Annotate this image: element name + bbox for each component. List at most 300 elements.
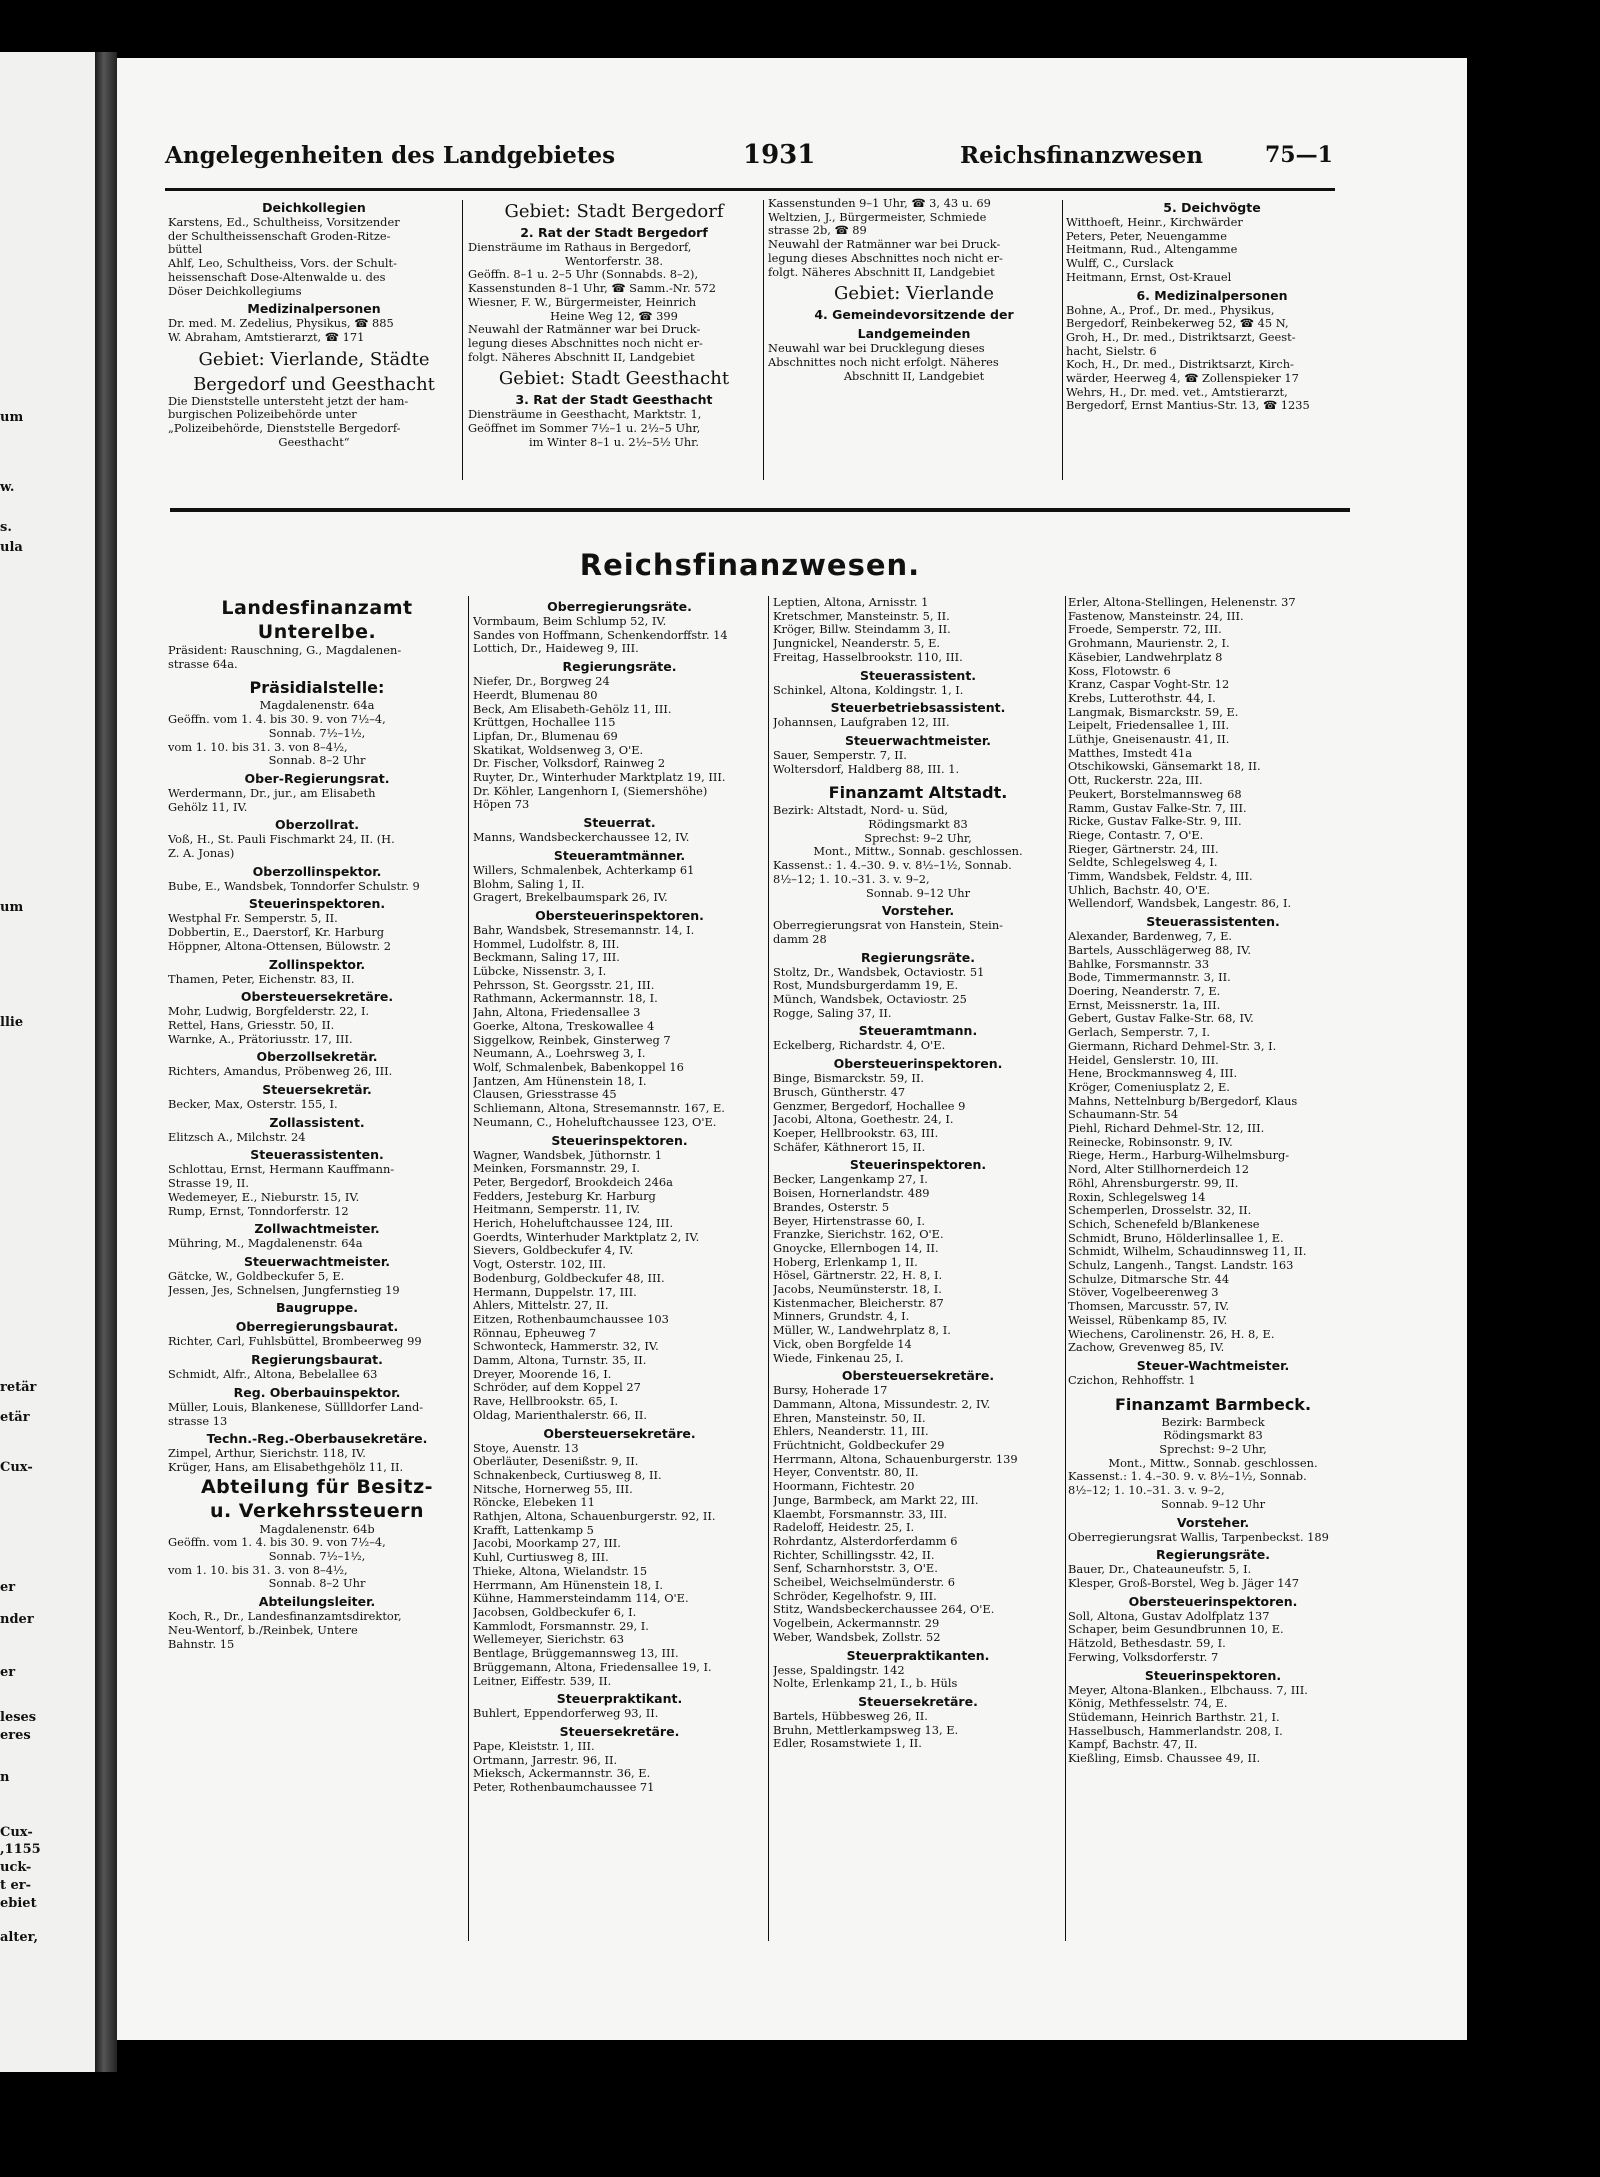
centered-line: Rödingsmarkt 83 [1163,1429,1263,1443]
entry-line: Dr. Fischer, Volksdorf, Rainweg 2 [473,757,666,771]
entry-heading: Medizinalpersonen [247,301,381,317]
entry-heading: Zollinspektor. [268,956,366,972]
entry-line: Goerke, Altona, Treskowallee 4 [473,1019,655,1033]
region-heading: Gebiet: Vierlande, Städte [198,348,430,370]
entry-line: Kretschmer, Mansteinstr. 5, II. [773,609,950,623]
entry-line: Dobbertin, E., Daerstorf, Kr. Harburg [168,926,385,940]
entry-line: Heerdt, Blumenau 80 [473,688,598,702]
entry-line: Soll, Altona, Gustav Adolfplatz 137 [1068,1609,1270,1623]
centered-line: Geesthacht“ [278,435,350,449]
entry-line: Kassenstunden 9–1 Uhr, ☎ 3, 43 u. 69 [768,197,991,210]
entry-line: Seldte, Schlegelsweg 4, I. [1068,856,1218,870]
entry-line: Kassenst.: 1. 4.–30. 9. v. 8½–1½, Sonnab. [773,859,1012,873]
top-column-4 [1066,197,1358,413]
entry-line: Roxin, Schlegelsweg 14 [1068,1190,1206,1204]
entry-line: Präsident: Rauschning, G., Magdalenen- [168,644,402,657]
entry-line: Rave, Hellbrookstr. 65, I. [473,1395,619,1409]
entry-line: Zimpel, Arthur, Sierichstr. 118, IV. [168,1447,366,1461]
main-column-2 [473,596,766,1795]
entry-line: Käsebier, Landwehrplatz 8 [1068,650,1223,664]
entry-line: Jahn, Altona, Friedensallee 3 [473,1006,641,1020]
top-column-2 [468,197,760,449]
prev-page-fragment: alter, [0,1930,39,1945]
entry-line: Weber, Wandsbek, Zollstr. 52 [773,1630,941,1644]
entry-line: Hermann, Duppelstr. 17, III. [473,1285,637,1299]
entry-line: Früchtnicht, Goldbeckufer 29 [773,1439,945,1453]
entry-line: Hommel, Ludolfstr. 8, III. [473,937,620,951]
entry-line: Strasse 19, II. [168,1177,250,1191]
centered-line: Sonnab. 7½–1½, [268,726,366,740]
column-rule [1062,200,1063,480]
entry-line: Kießling, Eimsb. Chaussee 49, II. [1068,1752,1261,1766]
entry-heading: Reg. Oberbauinspektor. [233,1384,401,1400]
entry-line: Krüttgen, Hochallee 115 [473,716,616,730]
centered-line: Sonnab. 8–2 Uhr [268,754,366,768]
entry-line: Nolte, Erlenkamp 21, I., b. Hüls [773,1677,958,1691]
entry-line: Wiechens, Carolinenstr. 26, H. 8, E. [1068,1327,1275,1341]
entry-line: Vogt, Osterstr. 102, III. [473,1258,607,1272]
entry-line: Röncke, Elebeken 11 [473,1496,595,1510]
entry-line: Schröder, auf dem Koppel 27 [473,1381,641,1395]
centered-line: Sprechst: 9–2 Uhr, [864,831,972,845]
entry-line: Radeloff, Heidestr. 25, I. [773,1521,915,1535]
prev-page-fragment: n [0,1770,10,1785]
centered-line: Abschnitt II, Landgebiet [843,369,985,383]
entry-line: Neumann, C., Hoheluftchaussee 123, O'E. [473,1115,717,1129]
entry-line: Kranz, Caspar Voght-Str. 12 [1068,678,1230,692]
entry-heading: Obersteuerinspektoren. [535,907,704,923]
header-page-number: 75—1 [1265,142,1333,168]
entry-line: Hasselbusch, Hammerlandstr. 208, I. [1068,1724,1283,1738]
entry-line: vom 1. 10. bis 31. 3. von 8–4½, [168,740,348,754]
entry-line: Bohne, A., Prof., Dr. med., Physikus, [1066,303,1275,317]
entry-heading: Techn.-Reg.-Oberbausekretäre. [206,1431,428,1447]
entry-line: Genzmer, Bergedorf, Hochallee 9 [773,1099,966,1113]
prev-page-fragment: ula [0,540,23,555]
entry-line: Dr. med. M. Zedelius, Physikus, ☎ 885 [168,317,394,331]
entry-line: Giermann, Richard Dehmel-Str. 3, I. [1068,1039,1277,1053]
entry-line: Warnke, A., Prätoriusstr. 17, III. [168,1032,353,1046]
entry-line: Wiede, Finkenau 25, I. [773,1351,904,1365]
entry-line: Junge, Barmbeck, am Markt 22, III. [773,1493,979,1507]
entry-line: Rathmann, Ackermannstr. 18, I. [473,992,658,1006]
entry-line: Nord, Alter Stillhornerdeich 12 [1068,1163,1250,1177]
entry-line: Neuwahl der Ratmänner war bei Druck- [468,323,701,337]
entry-line: strasse 2b, ☎ 89 [768,224,867,238]
entry-line: „Polizeibehörde, Dienststelle Bergedorf- [168,422,401,436]
prev-page-fragment: Cux- [0,1825,33,1840]
entry-line: Piehl, Richard Dehmel-Str. 12, III. [1068,1122,1265,1136]
entry-line: Ehren, Mansteinstr. 50, II. [773,1411,926,1425]
entry-line: Thomsen, Marcusstr. 57, IV. [1068,1300,1230,1314]
office-subtitle: Finanzamt Barmbeck. [1114,1394,1312,1414]
entry-line: Brandes, Osterstr. 5 [773,1200,890,1214]
column-rule [1065,596,1066,1941]
entry-line: Koch, H., Dr. med., Distriktsarzt, Kirch- [1066,358,1294,372]
entry-line: Wagner, Wandsbek, Jüthornstr. 1 [473,1148,663,1162]
entry-line: Freitag, Hasselbrookstr. 110, III. [773,650,963,664]
region-heading: Gebiet: Stadt Geesthacht [498,368,730,390]
entry-heading: Abteilungsleiter. [258,1594,376,1610]
entry-line: Matthes, Imstedt 41a [1068,746,1193,760]
entry-heading: Regierungsräte. [1156,1547,1270,1563]
entry-heading: Steuerpraktikant. [556,1691,683,1707]
entry-line: Meinken, Forsmannstr. 29, I. [473,1162,641,1176]
prev-page-fragment: er [0,1580,16,1595]
column-rule [462,200,463,480]
entry-heading: Regierungsräte. [861,949,975,965]
entry-line: Jantzen, Am Hünenstein 18, I. [473,1074,647,1088]
entry-heading: Obersteuerinspektoren. [1128,1593,1298,1609]
entry-line: Dammann, Altona, Missundestr. 2, IV. [773,1397,991,1411]
entry-line: Bartels, Hübbesweg 26, II. [773,1710,928,1723]
entry-line: Peters, Peter, Neuengamme [1066,229,1227,243]
entry-line: Weissel, Rübenkamp 85, IV. [1068,1313,1228,1327]
entry-heading: Steuersekretär. [262,1082,372,1098]
entry-line: Woltersdorf, Haldberg 88, III. 1. [773,762,960,776]
entry-line: Müller, Louis, Blankenese, Süllldorfer Land- [168,1400,424,1414]
entry-line: Stoltz, Dr., Wandsbek, Octaviostr. 51 [773,965,985,979]
region-heading: Gebiet: Stadt Bergedorf [504,201,724,222]
entry-line: Eitzen, Rothenbaumchaussee 103 [473,1312,669,1326]
entry-line: Ott, Ruckerstr. 22a, III. [1068,774,1203,788]
book-spine [95,52,117,2072]
entry-line: Bube, E., Wandsbek, Tonndorfer Schulstr. 9 [168,879,420,893]
running-head [165,142,1335,182]
entry-line: Mohr, Ludwig, Borgfelderstr. 22, I. [168,1005,370,1019]
entry-heading: Oberregierungsräte. [547,599,692,614]
entry-line: W. Abraham, Amtstierarzt, ☎ 171 [168,330,365,344]
entry-line: Jacobs, Neumünsterstr. 18, I. [773,1283,942,1297]
entry-line: Krafft, Lattenkamp 5 [473,1523,594,1537]
centered-line: Sonnab. 9–12 Uhr [1160,1497,1266,1511]
centered-line: Sonnab. 7½–1½, [268,1550,366,1564]
entry-line: Hätzold, Bethesdastr. 59, I. [1068,1637,1226,1651]
entry-line: Die Dienststelle untersteht jetzt der ham- [168,394,409,408]
centered-line: im Winter 8–1 u. 2½–5½ Uhr. [529,435,699,449]
entry-line: Wehrs, H., Dr. med. vet., Amtstierarzt, [1066,385,1288,399]
office-subtitle: Finanzamt Altstadt. [828,783,1008,803]
entry-line: Höppner, Altona-Ottensen, Bülowstr. 2 [168,939,391,953]
centered-line: Mont., Mittw., Sonnab. geschlossen. [813,845,1023,859]
entry-line: legung dieses Abschnittes noch nicht er- [768,251,1003,265]
entry-line: Peter, Bergedorf, Brookdeich 246a [473,1175,673,1189]
entry-line: Damm, Altona, Turnstr. 35, II. [473,1354,647,1368]
entry-line: Geöffn. vom 1. 4. bis 30. 9. von 7½–4, [168,713,386,727]
entry-line: Bursy, Hoherade 17 [773,1384,888,1398]
entry-line: Gehölz 11, IV. [168,800,248,814]
entry-line: Schich, Schenefeld b/Blankenese [1068,1217,1260,1231]
entry-line: Sandes von Hoffmann, Schenkendorffstr. 14 [473,628,728,642]
office-subtitle: Präsidialstelle: [249,678,385,698]
entry-heading: Steuerassistenten. [250,1147,384,1163]
entry-line: Senf, Scharnhorststr. 3, O'E. [773,1562,938,1576]
entry-line: Ferwing, Volksdorferstr. 7 [1068,1650,1219,1664]
entry-line: Jungnickel, Neanderstr. 5, E. [773,637,941,651]
entry-line: Ricke, Gustav Falke-Str. 9, III. [1068,815,1242,829]
entry-line: Wulff, C., Curslack [1066,257,1174,271]
entry-heading: Obersteuerinspektoren. [833,1056,1003,1072]
prev-page-fragment: um [0,900,24,915]
entry-heading: Oberzollrat. [275,817,359,833]
entry-line: Wolf, Schmalenbek, Babenkoppel 16 [473,1060,684,1074]
entry-line: Kammlodt, Forsmannstr. 29, I. [473,1619,649,1633]
prev-page-fragment: um [0,410,24,425]
entry-line: Ahlf, Leo, Schultheiss, Vors. der Schult- [168,257,397,271]
entry-line: Schäfer, Käthnerort 15, II. [773,1140,926,1154]
entry-line: Wellendorf, Wandsbek, Langestr. 86, I. [1068,897,1292,911]
entry-line: Kistenmacher, Bleicherstr. 87 [773,1296,944,1310]
prev-page-fragment: leses [0,1710,37,1725]
entry-line: Czichon, Rehhoffstr. 1 [1068,1373,1196,1387]
entry-line: Heitmann, Semperstr. 11, IV. [473,1203,641,1217]
entry-line: Richters, Amandus, Pröbenweg 26, III. [168,1065,393,1079]
entry-line: 8½–12; 1. 10.–31. 3. v. 9–2, [1068,1484,1225,1498]
entry-line: Geöffn. vom 1. 4. bis 30. 9. von 7½–4, [168,1536,386,1550]
entry-line: Herrmann, Altona, Schauenburgerstr. 139 [773,1452,1018,1466]
entry-line: Schnakenbeck, Curtiusweg 8, II. [473,1468,662,1482]
entry-line: Neuwahl war bei Drucklegung dieses [768,342,985,356]
entry-line: Skatikat, Woldsenweg 3, O'E. [473,743,644,757]
entry-line: Geöffn. 8–1 u. 2–5 Uhr (Sonnabds. 8–2), [468,268,699,282]
entry-line: Ruyter, Dr., Winterhuder Marktplatz 19, III. [473,771,726,785]
entry-line: Fastenow, Mansteinstr. 24, III. [1068,609,1244,623]
prev-page-fragment: eres [0,1728,31,1743]
section-divider [170,508,1350,512]
entry-heading: 2. Rat der Stadt Bergedorf [520,225,708,240]
scan-border [117,2040,1600,2150]
entry-line: damm 28 [773,932,827,946]
entry-heading: Landgemeinden [857,326,971,342]
entry-line: burgischen Polizeibehörde unter [168,408,357,422]
entry-line: Bode, Timmermannstr. 3, II. [1068,971,1231,985]
entry-line: Geöffnet im Sommer 7½–1 u. 2½–5 Uhr, [468,422,701,436]
entry-line: Münch, Wandsbek, Octaviostr. 25 [773,993,967,1007]
entry-heading: Steuerassistenten. [1146,914,1280,930]
entry-line: Koeper, Hellbrookstr. 63, III. [773,1126,939,1140]
entry-line: Ernst, Meissnerstr. 1a, III. [1068,998,1221,1012]
entry-line: Koch, R., Dr., Landesfinanzamtsdirektor, [168,1610,402,1624]
centered-line: Sonnab. 9–12 Uhr [865,886,971,900]
entry-line: Rathjen, Altona, Schauenburgerstr. 92, II. [473,1510,716,1524]
entry-line: der Schultheissenschaft Groden-Ritze- [168,229,391,243]
entry-line: Rettel, Hans, Griesstr. 50, II. [168,1018,335,1032]
entry-line: Klesper, Groß-Borstel, Weg b. Jäger 147 [1068,1577,1299,1590]
entry-line: Mühring, M., Magdalenenstr. 64a [168,1237,363,1251]
entry-line: Kassenstunden 8–1 Uhr, ☎ Samm.-Nr. 572 [468,282,716,296]
entry-line: Riege, Contastr. 7, O'E. [1068,828,1204,842]
entry-line: Stöver, Vogelbeerenweg 3 [1068,1286,1219,1300]
entry-line: Bahnstr. 15 [168,1637,235,1651]
prev-page-fragment: t er- [0,1878,32,1893]
entry-heading: Ober-Regierungsrat. [244,770,390,786]
entry-line: König, Methfesselstr. 74, E. [1068,1697,1228,1711]
entry-line: Eckelberg, Richardstr. 4, O'E. [773,1039,946,1053]
entry-line: Siggelkow, Reinbek, Ginsterweg 7 [473,1033,671,1047]
entry-line: Vormbaum, Beim Schlump 52, IV. [473,615,667,628]
entry-line: Wiesner, F. W., Bürgermeister, Heinrich [468,295,697,309]
entry-line: Abschnittes noch nicht erfolgt. Näheres [768,355,999,369]
entry-line: Hoberg, Erlenkamp 1, II. [773,1255,918,1269]
entry-line: Schulze, Ditmarsche Str. 44 [1068,1272,1230,1286]
prev-page-fragment: ebiet [0,1896,37,1911]
entry-line: Peukert, Borstelmannsweg 68 [1068,787,1242,801]
entry-line: Ramm, Gustav Falke-Str. 7, III. [1068,801,1247,815]
entry-line: Rogge, Saling 37, II. [773,1006,892,1020]
entry-heading: Oberzollinspektor. [252,863,382,879]
entry-line: Krüger, Hans, am Elisabethgehölz 11, II. [168,1460,404,1474]
entry-heading: 4. Gemeindevorsitzende der [814,307,1014,323]
entry-line: Oldag, Marienthalerstr. 66, II. [473,1408,647,1422]
office-title: Unterelbe. [257,621,377,643]
entry-line: Schmidt, Bruno, Hölderlinsallee 1, E. [1068,1231,1284,1245]
header-rule [165,188,1335,191]
entry-line: Franzke, Sierichstr. 162, O'E. [773,1228,944,1242]
entry-line: Meyer, Altona-Blanken., Elbchauss. 7, III. [1068,1683,1308,1697]
entry-line: Leipelt, Friedensallee 1, III. [1068,719,1230,733]
entry-heading: Steuerpraktikanten. [846,1647,990,1663]
entry-line: Wedemeyer, E., Nieburstr. 15, IV. [168,1190,360,1204]
entry-line: Rohrdantz, Alsterdorferdamm 6 [773,1534,958,1548]
centered-line: Sprechst: 9–2 Uhr, [1159,1443,1267,1457]
entry-heading: Oberzollsekretär. [256,1049,378,1065]
entry-line: Bodenburg, Goldbeckufer 48, III. [473,1271,665,1285]
entry-line: Kröger, Comeniusplatz 2, E. [1068,1080,1230,1094]
entry-heading: Steuerbetriebsassistent. [830,700,1006,716]
entry-line: Kühne, Hammersteindamm 114, O'E. [473,1592,689,1606]
entry-line: Neuwahl der Ratmänner war bei Druck- [768,238,1001,252]
entry-line: Bergedorf, Ernst Mantius-Str. 13, ☎ 1235 [1066,399,1310,413]
entry-line: Zachow, Grevenweg 85, IV. [1068,1341,1225,1355]
entry-heading: Steuerwachtmeister. [243,1253,391,1269]
entry-line: Becker, Max, Osterstr. 155, I. [168,1098,338,1112]
entry-line: büttel [168,243,203,257]
entry-line: Elitzsch A., Milchstr. 24 [168,1130,306,1144]
entry-line: Rönnau, Epheuweg 7 [473,1326,597,1340]
entry-heading: Zollwachtmeister. [254,1221,380,1237]
entry-line: Stitz, Wandsbeckerchaussee 264, O'E. [773,1603,995,1617]
entry-line: Pape, Kleiststr. 1, III. [473,1739,595,1753]
entry-line: Blohm, Saling 1, II. [473,877,585,891]
entry-line: Schliemann, Altona, Stresemannstr. 167, E. [473,1102,725,1116]
entry-heading: Zollassistent. [269,1114,365,1130]
entry-line: Heitmann, Ernst, Ost-Krauel [1066,270,1232,284]
entry-line: Kampf, Bachstr. 47, II. [1068,1738,1198,1752]
entry-line: Heitmann, Rud., Altengamme [1066,243,1238,257]
entry-line: Ortmann, Jarrestr. 96, II. [473,1753,618,1767]
entry-line: Diensträume in Geesthacht, Marktstr. 1, [468,408,702,422]
entry-heading: Deichkollegien [262,200,366,215]
entry-line: Döser Deichkollegiums [168,284,302,298]
entry-line: Oberregierungsrat Wallis, Tarpenbeckst. 189 [1068,1530,1329,1544]
office-title: Landesfinanzamt [221,597,413,619]
main-column-4 [1068,596,1358,1766]
entry-line: Höpen 73 [473,798,530,812]
entry-line: Witthoeft, Heinr., Kirchwärder [1066,216,1243,229]
entry-line: Sauer, Semperstr. 7, II. [773,748,907,762]
centered-line: Bezirk: Barmbeck [1161,1415,1265,1429]
region-heading: Gebiet: Vierlande [834,283,994,305]
entry-line: Thieke, Altona, Wielandstr. 15 [473,1564,648,1578]
entry-heading: Regierungsbaurat. [251,1352,383,1368]
entry-line: Herrmann, Am Hünenstein 18, I. [473,1578,664,1592]
entry-line: legung dieses Abschnittes noch nicht er- [468,336,703,350]
entry-line: Weltzien, J., Bürgermeister, Schmiede [768,210,987,224]
entry-heading: Vorsteher. [881,903,955,919]
entry-heading: 3. Rat der Stadt Geesthacht [515,392,713,408]
entry-heading: Steuerinspektoren. [248,896,386,912]
entry-line: Richter, Carl, Fuhlsbüttel, Brombeerweg 99 [168,1335,422,1349]
entry-heading: 6. Medizinalpersonen [1136,287,1288,303]
entry-line: Manns, Wandsbeckerchaussee 12, IV. [473,831,690,845]
entry-line: Leitner, Eiffestr. 539, II. [473,1674,612,1688]
centered-line: Heine Weg 12, ☎ 399 [550,309,678,323]
entry-line: Heyer, Conventstr. 80, II. [773,1466,919,1480]
entry-line: Beyer, Hirtenstrasse 60, I. [773,1214,925,1228]
entry-line: Bauer, Dr., Chateauneufstr. 5, I. [1068,1563,1252,1577]
prev-page-fragment: s. [0,520,12,535]
entry-line: Jesse, Spaldingstr. 142 [773,1663,905,1677]
entry-line: Klaembt, Forsmannstr. 33, III. [773,1507,948,1521]
entry-line: Nitsche, Hornerweg 55, III. [473,1482,633,1496]
entry-line: Beckmann, Saling 17, III. [473,951,620,965]
entry-heading: Obersteuersekretäre. [841,1368,995,1384]
entry-line: Neumann, A., Loehrsweg 3, I. [473,1047,646,1061]
entry-line: Westphal Fr. Semperstr. 5, II. [168,912,338,926]
entry-line: Jacobi, Moorkamp 27, III. [473,1537,621,1551]
prev-page-fragment: llie [0,1015,24,1030]
entry-line: Bergedorf, Reinbekerweg 52, ☎ 45 N, [1066,317,1289,331]
entry-line: Sievers, Goldbeckufer 4, IV. [473,1244,634,1258]
entry-line: Bruhn, Mettlerkampsweg 13, E. [773,1723,959,1737]
entry-line: Brüggemann, Altona, Friedensallee 19, I. [473,1660,712,1674]
centered-line: Mont., Mittw., Sonnab. geschlossen. [1108,1456,1318,1470]
entry-heading: Steuersekretäre. [559,1723,680,1739]
entry-line: Uhlich, Bachstr. 40, O'E. [1068,883,1211,897]
prev-page-fragment: nder [0,1612,34,1627]
entry-line: Thamen, Peter, Eichenstr. 83, II. [168,972,355,986]
entry-line: strasse 64a. [168,657,238,671]
entry-heading: Steueramtmann. [858,1023,978,1039]
entry-heading: Steueramtmänner. [553,847,686,863]
entry-line: Minners, Grundstr. 4, I. [773,1310,910,1324]
entry-line: Timm, Wandsbek, Feldstr. 4, III. [1068,870,1253,884]
entry-line: Pehrsson, St. Georgsstr. 21, III. [473,978,655,992]
entry-line: Vogelbein, Ackermannstr. 29 [773,1617,940,1631]
entry-line: Oberregierungsrat von Hanstein, Stein- [773,919,1004,933]
entry-line: Schwonteck, Hammerstr. 32, IV. [473,1340,659,1354]
entry-line: Richter, Schillingsstr. 42, II. [773,1548,935,1562]
entry-line: Alexander, Bardenweg, 7, E. [1068,930,1233,944]
entry-line: heissenschaft Dose-Altenwalde u. des [168,270,386,284]
entry-line: Rost, Mundsburgerdamm 19, E. [773,979,959,993]
entry-line: strasse 13 [168,1414,228,1428]
prev-page-fragment: retär [0,1380,37,1395]
entry-heading: Steuersekretäre. [858,1694,978,1709]
entry-line: Gragert, Brekelbaumspark 26, IV. [473,891,668,905]
entry-line: Erler, Altona-Stellingen, Helenenstr. 37 [1068,596,1296,609]
entry-line: wärder, Heerweg 4, ☎ Zollenspieker 17 [1066,372,1299,386]
entry-line: Ahlers, Mittelstr. 27, II. [473,1299,609,1313]
entry-line: Binge, Bismarckstr. 59, II. [773,1072,925,1086]
entry-line: Bezirk: Altstadt, Nord- u. Süd, [773,804,948,818]
prev-page-fragment: w. [0,480,15,495]
entry-heading: Obersteuersekretäre. [240,989,394,1005]
entry-line: Gnoycke, Ellernbogen 14, II. [773,1241,939,1255]
entry-line: Groh, H., Dr. med., Distriktsarzt, Geest- [1066,330,1296,344]
entry-line: Edler, Rosamstwiete 1, II. [773,1737,922,1751]
entry-line: Peter, Rothenbaumchaussee 71 [473,1781,655,1795]
